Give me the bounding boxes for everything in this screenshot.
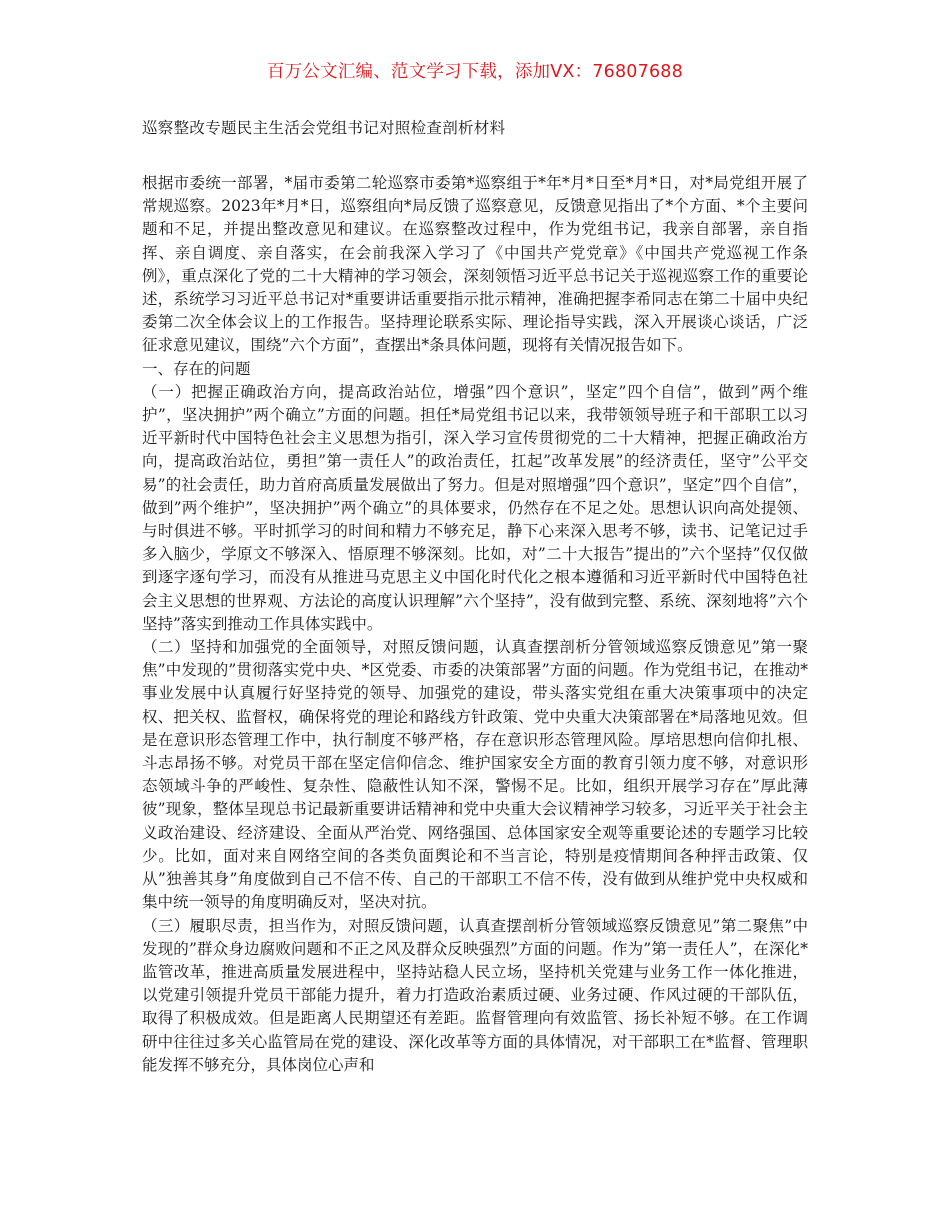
document-title: 巡察整改专题民主生活会党组书记对照检查剖析材料 bbox=[142, 119, 506, 137]
intro-paragraph: 根据市委统一部署，*届市委第二轮巡察市委第*巡察组于*年*月*日至*月*日，对*局党组开展了常规巡察。2023年*月*日，巡察组向*局反馈了巡察意见，反馈意见指出了*个方面、*个主要问题和不足，并提出整改意见和建议。在巡察整改过程中，作为党组书记，我亲自部署，亲自指挥、亲自调度、亲自落实，在会前我深入学习了《中国共产党党章》《中国共产党巡视工作条例》，重点深化了党的二十大精神的学习领会，深刻领悟习近平总书记关于巡视巡察工作的重要论述，系统学习习近平总书记对*重要讲话重要指示批示精神，准确把握李希同志在第二十届中央纪委第二次全体会议上的工作报告。坚持理论联系实际、理论指导实践，深入开展谈心谈话，广泛征求意见建议，围绕”六个方面”，查摆出*条具体问题，现将有关情况报告如下。 bbox=[142, 174, 808, 355]
section-heading-problems: 一、存在的问题 bbox=[142, 359, 251, 378]
document-body bbox=[142, 172, 808, 1077]
watermark-banner: 百万公文汇编、范文学习下载，添加VX：76807688 bbox=[267, 62, 683, 82]
problem-paragraph-3: （三）履职尽责，担当作为，对照反馈问题，认真查摆剖析分管领域巡察反馈意见”第二聚焦”中发现的”群众身边腐败问题和不正之风及群众反映强烈”方面的问题。作为”第一责任人”，在深化*监管改革，推进高质量发展进程中，坚持站稳人民立场，坚持机关党建与业务工作一体化推进，以党建引领提升党员干部能力提升，着力打造政治素质过硬、业务过硬、作风过硬的干部队伍，取得了积极成效。但是距离人民期望还有差距。监督管理向有效监管、扬长补短不够。在工作调研中往往过多关心监管局在党的建设、深化改革等方面的具体情况，对干部职工在*监督、管理职能发挥不够充分，具体岗位心声和 bbox=[142, 916, 808, 1074]
problem-paragraph-2: （二）坚持和加强党的全面领导，对照反馈问题，认真查摆剖析分管领域巡察反馈意见”第一聚焦”中发现的”贯彻落实党中央、*区党委、市委的决策部署”方面的问题。作为党组书记，在推动*事业发展中认真履行好坚持党的领导、加强党的建设，带头落实党组在重大决策事项中的决定权、把关权、监督权，确保将党的理论和路线方针政策、党中央重大决策部署在*局落地见效。但是在意识形态管理工作中，执行制度不够严格，存在意识形态管理风险。厚培思想向信仰扎根、斗志昂扬不够。对党员干部在坚定信仰信念、维护国家安全方面的教育引领力度不够，对意识形态领域斗争的严峻性、复杂性、隐蔽性认知不深，警惕不足。比如，组织开展学习存在”厚此薄彼”现象，整体呈现总书记最新重要讲话精神和党中央重大会议精神学习较多，习近平关于社会主义政治建设、经济建设、全面从严治党、网络强国、总体国家安全观等重要论述的专题学习比较少。比如，面对来自网络空间的各类负面舆论和不当言论，特别是疫情期间各种抨击政策、仅从”独善其身”角度做到自己不信不传、自己的干部职工不信不传，没有做到从维护党中央权威和集中统一领导的角度明确反对，坚决对抗。 bbox=[142, 638, 808, 912]
problem-paragraph-1: （一）把握正确政治方向，提高政治站位，增强”四个意识”，坚定”四个自信”，做到”两个维护”，坚决拥护”两个确立”方面的问题。担任*局党组书记以来，我带领领导班子和干部职工以习近平新时代中国特色社会主义思想为指引，深入学习宣传贯彻党的二十大精神，把握正确政治方向，提高政治站位，勇担”第一责任人”的政治责任，扛起”改革发展”的经济责任，坚守”公平交易”的社会责任，助力首府高质量发展做出了努力。但是对照增强”四个意识”，坚定”四个自信”，做到”两个维护”，坚决拥护”两个确立”的具体要求，仍然存在不足之处。思想认识向高处提领、与时俱进不够。平时抓学习的时间和精力不够充足，静下心来深入思考不够，读书、记笔记过手多入脑少，学原文不够深入、悟原理不够深刻。比如，对”二十大报告”提出的”六个坚持”仅仅做到逐字逐句学习，而没有从推进马克思主义中国化时代化之根本遵循和习近平新时代中国特色社会主义思想的世界观、方法论的高度认识理解”六个坚持”，没有做到完整、系统、深刻地将”六个坚持”落实到推动工作具体实践中。 bbox=[142, 382, 808, 633]
